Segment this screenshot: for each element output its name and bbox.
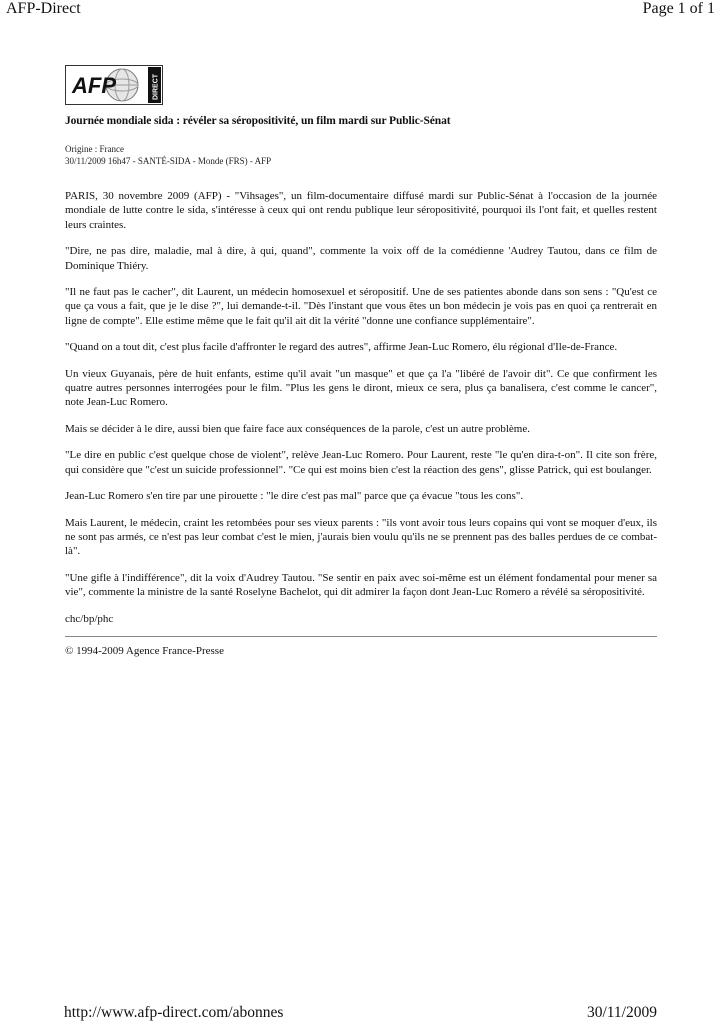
afp-direct-logo [65, 65, 163, 105]
article-dateline: 30/11/2009 16h47 - SANTÉ-SIDA - Monde (FRS) - AFP [65, 155, 272, 166]
article-paragraph: "Dire, ne pas dire, maladie, mal à dire, à qui, quand", commente la voix off de la comédienne 'Audrey Tautou, dans ce film de Dominique Thiéry. [65, 245, 657, 272]
article-paragraph: "Le dire en public c'est quelque chose de violent", relève Jean-Luc Romero. Pour Laurent, reste "le qu'en dira-t-on". Il cite son frère, qui considère que "c'est un suicide professionnel". "Ce qui est moins bien c'est la réaction des gens", glisse Patrick, qui est boulanger. [65, 449, 657, 476]
copyright-notice: © 1994-2009 Agence France-Presse [65, 644, 224, 657]
article-signature: chc/bp/phc [65, 612, 114, 625]
article-origin: Origine : France [65, 144, 124, 154]
print-header-page-number: Page 1 of 1 [642, 0, 715, 17]
article-headline: Journée mondiale sida : révéler sa séropositivité, un film mardi sur Public-Sénat [65, 115, 451, 127]
article-paragraph: Mais se décider à le dire, aussi bien que faire face aux conséquences de la parole, c'est un autre problème. [65, 422, 530, 435]
article-paragraph: "Une gifle à l'indifférence", dit la voix d'Audrey Tautou. "Se sentir en paix avec soi-même est un élément fondamental pour mener sa vie", commente la ministre de la santé Roselyne Bachelot, qui dit admirer la façon dont Jean-Luc Romero a révélé sa séropositivité. [65, 571, 657, 599]
article-paragraph: PARIS, 30 novembre 2009 (AFP) - "Vihsages", un film-documentaire diffusé mardi sur Public-Sénat à l'occasion de la journée mondiale de lutte contre le sida, s'intéresse à ceux qui ont rendu publique leur séropositivité, pourquoi ils l'ont fait, et quelles restent leurs craintes. [65, 190, 657, 231]
print-footer-url: http://www.afp-direct.com/abonnes [64, 1004, 284, 1021]
article-paragraph: "Il ne faut pas le cacher", dit Laurent, un médecin homosexuel et séropositif. Une de ses patientes abonde dans son sens : "Qu'est ce que ça vous a fait, que je le dise ?", lui demande-t-il. "Dès l'instant que vous êtes un bon médecin je vois pas en quoi ça rentrerait en ligne de compte". Elle estime même que le fait qu'il ait dit la vérité "donne une confiance supplémentaire". [65, 286, 657, 327]
article [65, 115, 657, 657]
article-paragraph: Mais Laurent, le médecin, craint les retombées pour ses vieux parents : "ils vont avoir tous leurs copains qui vont se moquer d'eux, ils ne sont pas armés, ce n'est pas leur combat c'est le mien, j'aurais bien voulu qu'ils ne se prennent pas des balles perdues de ce combat-là". [65, 516, 657, 558]
article-body [65, 189, 657, 626]
article-paragraph: "Quand on a tout dit, c'est plus facile d'affronter le regard des autres", affirme Jean-Luc Romero, élu régional d'Ile-de-France. [65, 341, 618, 354]
article-paragraph: Jean-Luc Romero s'en tire par une pirouette : "le dire c'est pas mal" parce que ça évacue "tous les cons". [65, 490, 524, 503]
print-header-title: AFP-Direct [6, 0, 81, 17]
print-footer-date: 30/11/2009 [586, 1004, 657, 1021]
svg-text:DIRECT: DIRECT [152, 73, 160, 100]
afp-globe-logo-icon [66, 66, 162, 104]
article-paragraph: Un vieux Guyanais, père de huit enfants, estime qu'il avait "un masque" et que ça l'a "libéré de l'avoir dit". Ce que confirment les quatre autres personnes interrogées pour le film. "Plus les gens le diront, mieux ce sera, plus ça banalisera, c'est comme le cancer", note Jean-Luc Romero. [65, 367, 657, 409]
divider [65, 636, 657, 637]
svg-text:AFP: AFP [72, 73, 116, 98]
